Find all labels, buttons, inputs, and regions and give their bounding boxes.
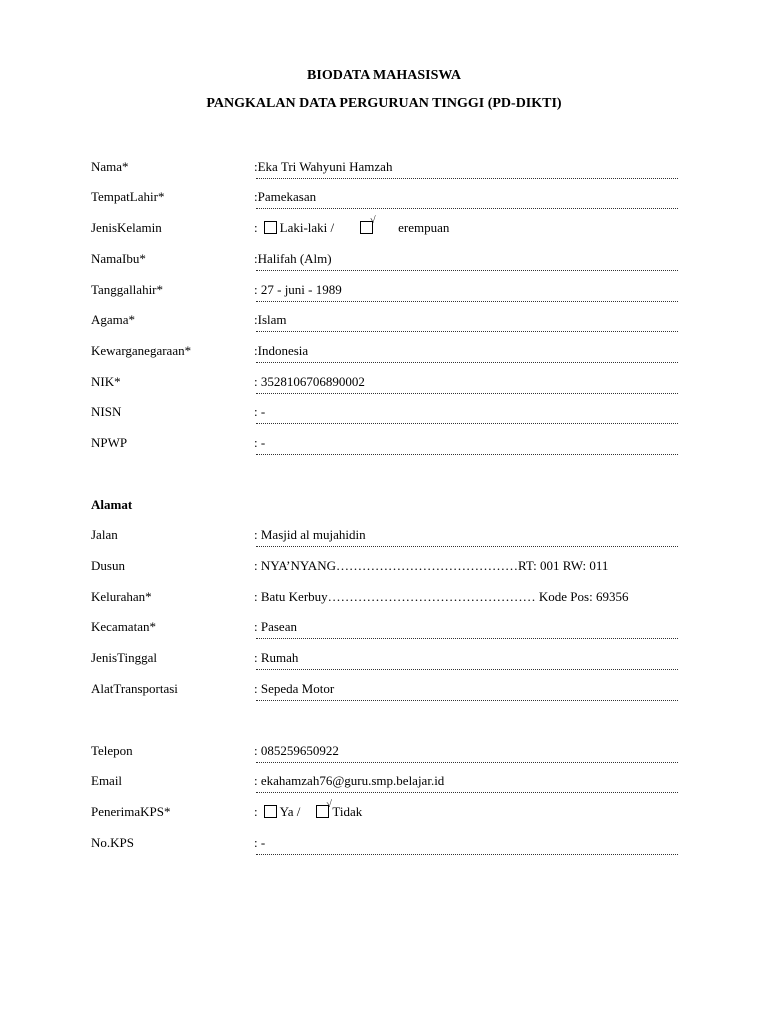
field-value: :Halifah (Alm) <box>254 251 332 266</box>
dotted-line <box>256 700 678 701</box>
field-label: Kelurahan* <box>91 589 152 604</box>
field-value: : Rumah <box>254 650 299 665</box>
option-perempuan: erempuan <box>398 220 450 235</box>
field-nik <box>0 374 768 394</box>
field-value: :Islam <box>254 312 287 327</box>
field-label: Nama* <box>91 159 129 174</box>
field-value: :Indonesia <box>254 343 309 358</box>
checkbox-laki-laki[interactable] <box>264 221 277 234</box>
field-nama-ibu <box>0 251 768 271</box>
field-label: PenerimaKPS* <box>91 804 171 819</box>
field-label: NPWP <box>91 435 128 450</box>
check-mark-icon: √ <box>370 215 376 226</box>
dotted-line <box>256 423 678 424</box>
field-label: JenisKelamin <box>91 220 162 235</box>
dotted-line <box>256 854 678 855</box>
field-value: : - <box>254 404 266 419</box>
colon: : <box>254 220 258 235</box>
field-label: Kewarganegaraan* <box>91 343 192 358</box>
field-jalan <box>0 527 768 547</box>
field-value: : ekahamzah76@guru.smp.belajar.id <box>254 773 445 788</box>
dotted-line <box>256 331 678 332</box>
section-heading-alamat: Alamat <box>91 497 133 512</box>
field-label: Jalan <box>91 527 118 542</box>
field-jenis-kelamin <box>0 215 768 240</box>
document-title: BIODATA MAHASISWA <box>307 68 461 83</box>
field-penerima-kps <box>0 799 768 824</box>
field-nama <box>0 159 768 179</box>
field-telepon <box>0 743 768 763</box>
field-value: : - <box>254 435 266 450</box>
field-tempat-lahir <box>0 189 768 209</box>
field-kewarganegaraan <box>0 343 768 363</box>
field-value: : - <box>254 835 266 850</box>
field-dusun <box>0 558 768 578</box>
option-tidak: Tidak <box>332 804 363 819</box>
dotted-line <box>256 178 678 179</box>
dotted-line <box>256 270 678 271</box>
dotted-line <box>256 208 678 209</box>
dotted-line <box>256 454 678 455</box>
field-label: Telepon <box>91 743 133 758</box>
field-email <box>0 773 768 793</box>
gender-options <box>254 215 450 236</box>
field-kecamatan <box>0 619 768 639</box>
field-label: Email <box>91 773 123 788</box>
field-label: Dusun <box>91 558 125 573</box>
dotted-line <box>256 669 678 670</box>
dotted-line <box>256 393 678 394</box>
field-agama <box>0 312 768 332</box>
kps-options <box>254 799 363 820</box>
field-label: JenisTinggal <box>91 650 157 665</box>
field-npwp <box>0 435 768 455</box>
option-laki-laki: Laki-laki / <box>279 220 335 235</box>
checkbox-tidak[interactable] <box>316 799 332 818</box>
document-subtitle: PANGKALAN DATA PERGURUAN TINGGI (PD-DIKTI) <box>206 96 562 111</box>
checkbox-ya[interactable] <box>264 805 277 818</box>
field-value: : 27 - juni - 1989 <box>254 282 342 297</box>
field-value: : Pasean <box>254 619 297 634</box>
field-jenis-tinggal <box>0 650 768 670</box>
field-label: NamaIbu* <box>91 251 146 266</box>
option-ya: Ya / <box>279 804 301 819</box>
field-label: NISN <box>91 404 122 419</box>
field-tanggal-lahir <box>0 282 768 302</box>
dotted-line <box>256 546 678 547</box>
field-label: Tanggallahir* <box>91 282 164 297</box>
field-value: :Pamekasan <box>254 189 317 204</box>
field-kelurahan <box>0 589 768 609</box>
dotted-line <box>256 362 678 363</box>
checkbox-perempuan[interactable] <box>360 215 376 234</box>
field-label: AlatTransportasi <box>91 681 178 696</box>
field-alat-transportasi <box>0 681 768 701</box>
field-value: : Sepeda Motor <box>254 681 335 696</box>
field-label: Kecamatan* <box>91 619 156 634</box>
dotted-line <box>256 301 678 302</box>
field-no-kps <box>0 835 768 855</box>
field-nisn <box>0 404 768 424</box>
field-value: : Masjid al mujahidin <box>254 527 366 542</box>
dotted-line <box>256 638 678 639</box>
dotted-line <box>256 762 678 763</box>
dotted-line <box>256 792 678 793</box>
field-value: : 085259650922 <box>254 743 339 758</box>
field-value: :Eka Tri Wahyuni Hamzah <box>254 159 393 174</box>
field-label: No.KPS <box>91 835 134 850</box>
field-label: NIK* <box>91 374 121 389</box>
field-label: TempatLahir* <box>91 189 165 204</box>
colon: : <box>254 804 258 819</box>
field-value: : NYA’NYANG……………………………………RT: 001 RW: 011 <box>254 558 609 573</box>
field-value: : Batu Kerbuy………………………………………… Kode Pos: 69356 <box>254 589 629 604</box>
check-mark-icon: √ <box>326 799 332 810</box>
field-value: : 3528106706890002 <box>254 374 365 389</box>
field-label: Agama* <box>91 312 136 327</box>
